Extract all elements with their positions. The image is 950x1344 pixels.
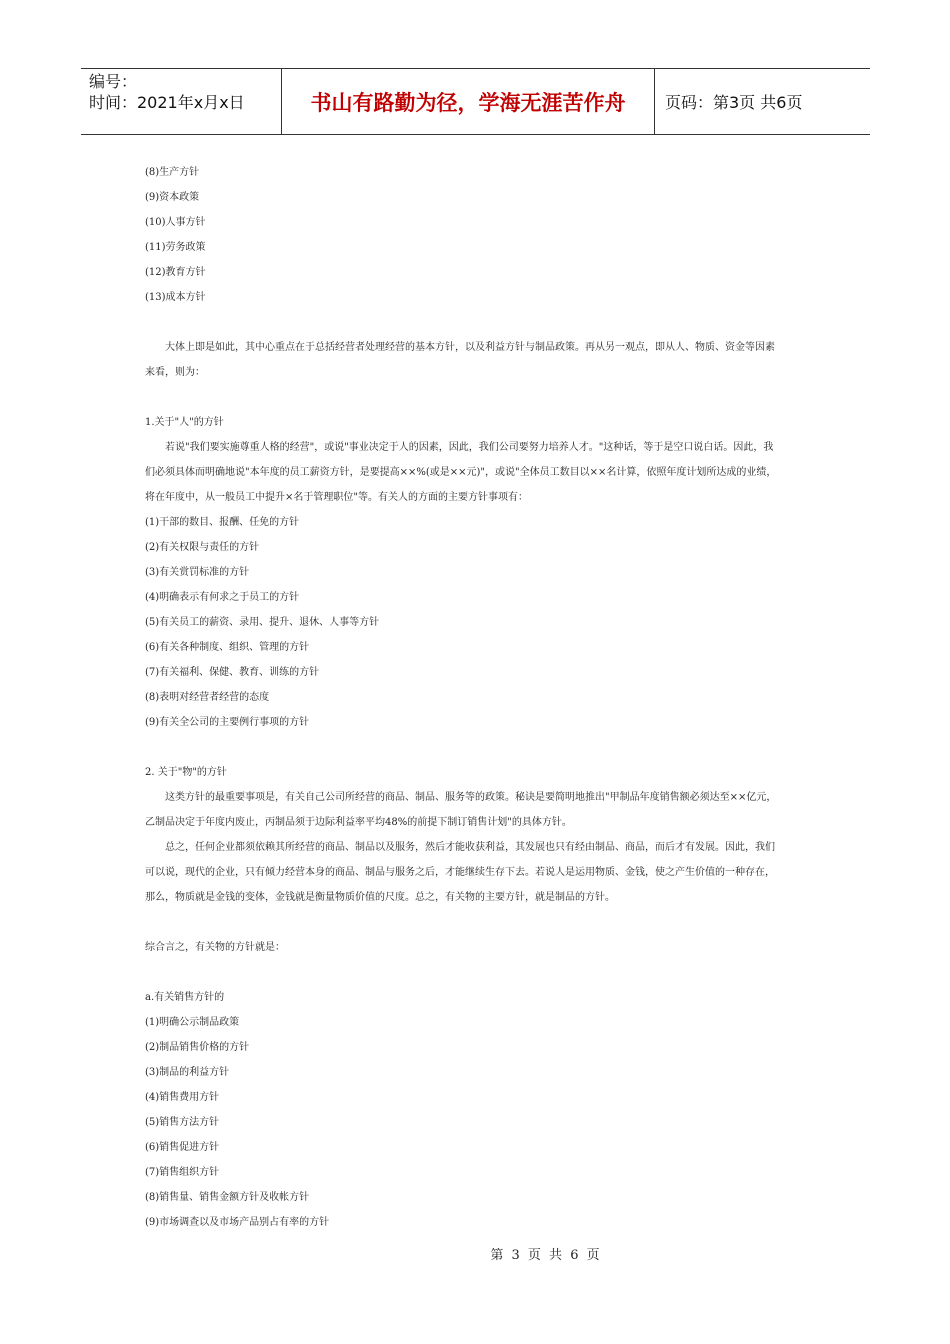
list-item: (8)表明对经营者经营的态度: [145, 692, 270, 703]
time-label: 时间：2021年x月x日: [89, 93, 245, 112]
list-item: (6)有关各种制度、组织、管理的方针: [145, 642, 310, 653]
list-item: (11)劳务政策: [145, 242, 206, 253]
list-item: (2)有关权限与责任的方针: [145, 542, 260, 553]
document-body: [145, 160, 805, 1235]
list-item: (1)明确公示制品政策: [145, 1017, 240, 1028]
code-label: 编号：: [89, 72, 138, 91]
paragraph-line: 这类方针的最重要事项是，有关自己公司所经营的商品、制品、服务等的政策。秘诀是要简明地推出"甲制品年度销售额必须达至××亿元，: [165, 792, 777, 803]
list-item: (7)有关福利、保健、教育、训练的方针: [145, 667, 320, 678]
paragraph-line: 可以说，现代的企业，只有倾力经营本身的商品、制品与服务之后，才能继续生存下去。若说人是运用物质、金钱，使之产生价值的一种存在，: [145, 867, 775, 878]
list-item: (8)销售量、销售金额方针及收帐方针: [145, 1192, 310, 1203]
list-item: (4)明确表示有何求之于员工的方针: [145, 592, 300, 603]
page-footer: 第 3 页 共 6 页: [490, 1248, 600, 1263]
paragraph-line: 们必须具体而明确地说"本年度的员工薪资方针，是要提高××%(或是××元)"，或说"全体员工数目以××名计算，依照年度计划所达成的业绩，: [145, 467, 777, 478]
list-item: (13)成本方针: [145, 292, 206, 303]
list-item: (8)生产方针: [145, 167, 200, 178]
header-motto: 书山有路勤为径，学海无涯苦作舟: [281, 69, 655, 134]
paragraph-line: 乙制品决定于年度内废止，丙制品须于边际利益率平均48%的前提下制订销售计划"的具体方针。: [145, 817, 572, 828]
list-item: (12)教育方针: [145, 267, 206, 278]
list-item: (4)销售费用方针: [145, 1092, 220, 1103]
list-item: (7)销售组织方针: [145, 1167, 220, 1178]
list-item: (2)制品销售价格的方针: [145, 1042, 250, 1053]
paragraph-line: 将在年度中，从一般员工中提升×名于管理职位"等。有关人的方面的主要方针事项有：: [145, 492, 528, 503]
list-item: (3)制品的利益方针: [145, 1067, 230, 1078]
header-meta: [81, 69, 281, 134]
page-header: [81, 68, 870, 135]
header-page-label: 页码：第3页 共6页: [665, 93, 803, 112]
list-item: (9)资本政策: [145, 192, 200, 203]
list-item: (10)人事方针: [145, 217, 206, 228]
section-title-things: 2. 关于"物"的方针: [145, 767, 227, 778]
list-item: (9)有关全公司的主要例行事项的方针: [145, 717, 310, 728]
paragraph-line: 若说"我们要实施尊重人格的经营"，或说"事业决定于人的因素，因此，我们公司要努力培养人才。"这种话，等于是空口说白话。因此，我: [165, 442, 774, 453]
summary-line: 综合言之，有关物的方针就是：: [145, 942, 285, 953]
list-item: (9)市场调查以及市场产品别占有率的方针: [145, 1217, 330, 1228]
list-item: (5)有关员工的薪资、录用、提升、退休、人事等方针: [145, 617, 380, 628]
list-item: (3)有关赏罚标准的方针: [145, 567, 250, 578]
list-item: (6)销售促进方针: [145, 1142, 220, 1153]
list-item: (5)销售方法方针: [145, 1117, 220, 1128]
intro-line: 大体上即是如此，其中心重点在于总括经营者处理经营的基本方针，以及利益方针与制品政策。再从另一观点，即从人、物质、资金等因素: [165, 342, 775, 353]
list-item: (1)干部的数目、报酬、任免的方针: [145, 517, 300, 528]
paragraph-line: 那么，物质就是金钱的变体，金钱就是衡量物质价值的尺度。总之，有关物的主要方针，就是制品的方针。: [145, 892, 615, 903]
section-title-people: 1.关于"人"的方针: [145, 417, 224, 428]
intro-line: 来看，则为：: [145, 367, 205, 378]
paragraph-line: 总之，任何企业都须依赖其所经营的商品、制品以及服务，然后才能收获利益，其发展也只有经由制品、商品，而后才有发展。因此，我们: [165, 842, 775, 853]
subsection-title: a.有关销售方针的: [145, 992, 225, 1003]
